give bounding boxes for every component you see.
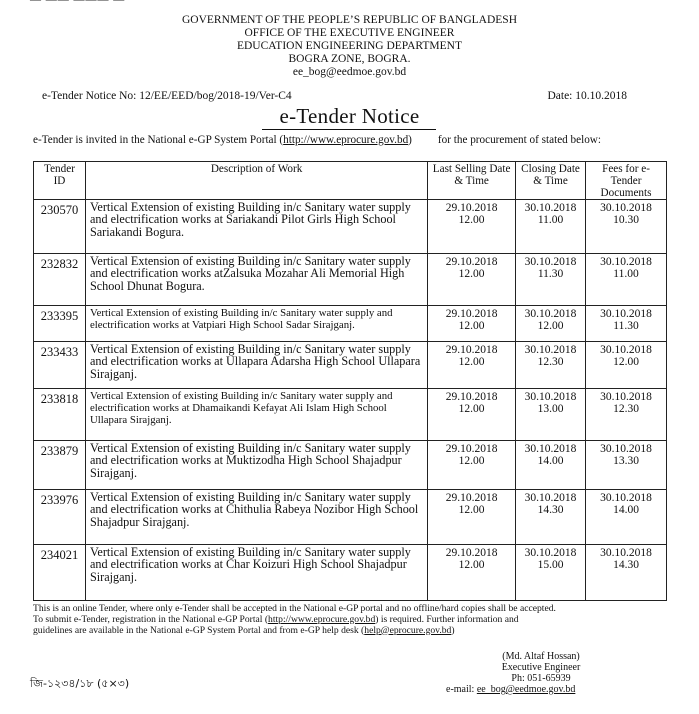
fees-documents-time: 12.00: [613, 356, 639, 368]
tender-id: 232832: [34, 254, 86, 306]
header-office: OFFICE OF THE EXECUTIVE ENGINEER: [244, 27, 455, 39]
signature-email[interactable]: ee_bog@eedmoe.gov.bd: [476, 684, 576, 695]
last-selling-date: 29.10.2018: [445, 256, 498, 268]
closing-time: 11.30: [537, 268, 564, 280]
last-selling-cell: [428, 545, 516, 601]
top-edge-scrap: — —— ——— —: [30, 0, 126, 6]
footer-link-helpdesk[interactable]: help@eprocure.gov.bd: [364, 624, 452, 636]
closing-date: 30.10.2018: [524, 443, 577, 455]
intro-prefix: e-Tender is invited in the National e-GP System Portal (: [33, 134, 284, 146]
footer-line-2: To submit e-Tender, registration in the National e-GP Portal (http://www.eprocure.gov.bd) is required. Further information and: [33, 613, 519, 625]
last-selling-time: 12.00: [458, 455, 485, 467]
work-description: Vertical Extension of existing Building in/c Sanitary water supply and electrification works at Muktizodha High School Shajadpur Sirajganj.: [85, 441, 427, 490]
header-email: ee_bog@eedmoe.gov.bd: [292, 66, 407, 78]
intro-suffix: ): [408, 134, 412, 146]
header-zone: BOGRA ZONE, BOGRA.: [288, 53, 411, 65]
work-description: Vertical Extension of existing Building in/c Sanitary water supply and electrification works at Vatpiari High School Sadar Sirajganj.: [85, 306, 427, 342]
fees-documents-time: 12.30: [613, 403, 639, 415]
closing-cell: [516, 490, 586, 545]
col-header-fees: Fees for e-Tender Documents: [586, 162, 667, 200]
closing-date: 30.10.2018: [524, 344, 577, 356]
tender-id: 230570: [34, 200, 86, 254]
header-department: EDUCATION ENGINEERING DEPARTMENT: [236, 40, 463, 52]
work-description: Vertical Extension of existing Building in/c Sanitary water supply and electrification works at Chithulia Rabeya Nozibor High School Shajadpur Sirajganj.: [85, 490, 427, 545]
closing-cell: [516, 254, 586, 306]
signature-phone: Ph: 051-65939: [511, 673, 571, 684]
fees-documents-date: 30.10.2018: [600, 202, 652, 214]
closing-time: 12.00: [537, 320, 564, 332]
work-description: Vertical Extension of existing Building in/c Sanitary water supply and electrification works at Ullapara Adarsha High School Ullapara Sirajganj.: [85, 342, 427, 389]
fees-documents-date: 30.10.2018: [600, 443, 652, 455]
table-row: [34, 389, 667, 441]
notice-number: e-Tender Notice No: 12/EE/EED/bog/2018-19/Ver-C4: [42, 90, 292, 102]
fees-documents-time: 11.00: [613, 268, 639, 280]
last-selling-cell: [428, 490, 516, 545]
table-row: [34, 441, 667, 490]
fees-documents-date: 30.10.2018: [600, 547, 652, 559]
intro-tail: for the procurement of stated below:: [437, 134, 601, 146]
fees-documents-time: 10.30: [613, 214, 639, 226]
table-row: [34, 254, 667, 306]
last-selling-date: 29.10.2018: [445, 391, 498, 403]
fees-documents-date: 30.10.2018: [600, 391, 652, 403]
col-header-closing: Closing Date & Time: [516, 162, 586, 200]
fees-documents-cell: [586, 545, 667, 601]
footer-notes: [33, 604, 673, 636]
closing-cell: [516, 200, 586, 254]
closing-time: 11.00: [537, 214, 564, 226]
fees-documents-cell: [586, 200, 667, 254]
closing-cell: [516, 306, 586, 342]
col-header-selling: Last Selling Date & Time: [428, 162, 516, 200]
tender-table: [33, 161, 667, 601]
last-selling-cell: [428, 200, 516, 254]
reference-code: জি-১২৩৪/১৮ (৫×৩): [30, 677, 130, 690]
signature-email-line: e-mail: ee_bog@eedmoe.gov.bd: [446, 684, 576, 695]
fees-documents-cell: [586, 342, 667, 389]
last-selling-time: 12.00: [458, 320, 485, 332]
page-title: e-Tender Notice: [279, 104, 420, 128]
fees-documents-cell: [586, 490, 667, 545]
last-selling-cell: [428, 306, 516, 342]
footer-line-3: guidelines are available in the National e-GP System Portal and from e-GP help desk (help@eprocure.gov.bd): [33, 624, 455, 636]
fees-documents-date: 30.10.2018: [600, 308, 652, 320]
closing-date: 30.10.2018: [524, 308, 577, 320]
title-underline: [262, 129, 436, 130]
last-selling-date: 29.10.2018: [445, 344, 498, 356]
signature-block: [446, 651, 636, 695]
closing-cell: [516, 545, 586, 601]
table-row: [34, 200, 667, 254]
table-row: [34, 342, 667, 389]
fees-documents-cell: [586, 306, 667, 342]
col-header-desc: Description of Work: [85, 162, 427, 200]
closing-time: 14.00: [537, 455, 564, 467]
col-header-id: Tender ID: [34, 162, 86, 200]
intro-text: [33, 134, 673, 147]
fees-documents-time: 14.30: [613, 559, 639, 571]
table-header-row: [34, 162, 667, 200]
tender-id: 233976: [34, 490, 86, 545]
closing-date: 30.10.2018: [524, 391, 577, 403]
work-description: Vertical Extension of existing Building in/c Sanitary water supply and electrification works at Dhamaikandi Kefayat Ali Islam High School Ullapara Sirajganj.: [85, 389, 427, 441]
last-selling-time: 12.00: [458, 504, 485, 516]
tender-id: 233395: [34, 306, 86, 342]
last-selling-cell: [428, 342, 516, 389]
closing-cell: [516, 342, 586, 389]
work-description: Vertical Extension of existing Building in/c Sanitary water supply and electrification works atZalsuka Mozahar Ali Memorial High School Dhunat Bogura.: [85, 254, 427, 306]
signature-title: Executive Engineer: [501, 662, 581, 673]
closing-date: 30.10.2018: [524, 492, 577, 504]
last-selling-date: 29.10.2018: [445, 308, 498, 320]
tender-id: 234021: [34, 545, 86, 601]
last-selling-date: 29.10.2018: [445, 443, 498, 455]
table-row: [34, 306, 667, 342]
last-selling-cell: [428, 254, 516, 306]
fees-documents-date: 30.10.2018: [600, 344, 652, 356]
tender-id: 233818: [34, 389, 86, 441]
fees-documents-cell: [586, 441, 667, 490]
last-selling-time: 12.00: [458, 214, 485, 226]
last-selling-time: 12.00: [458, 356, 485, 368]
last-selling-cell: [428, 389, 516, 441]
header-government: GOVERNMENT OF THE PEOPLE’S REPUBLIC OF BANGLADESH: [181, 14, 518, 26]
last-selling-time: 12.00: [458, 403, 485, 415]
fees-documents-time: 11.30: [613, 320, 639, 332]
last-selling-time: 12.00: [458, 268, 485, 280]
footer-line-1: This is an online Tender, where only e-Tender shall be accepted in the National e-GP portal and no offline/hard copies shall be accepted.: [33, 603, 556, 614]
fees-documents-cell: [586, 389, 667, 441]
intro-link[interactable]: http://www.eprocure.gov.bd: [283, 134, 409, 146]
fees-documents-date: 30.10.2018: [600, 256, 652, 268]
work-description: Vertical Extension of existing Building in/c Sanitary water supply and electrification works at Char Koizuri High School Shajadpur Sirajganj.: [85, 545, 427, 601]
last-selling-cell: [428, 441, 516, 490]
fees-documents-cell: [586, 254, 667, 306]
last-selling-date: 29.10.2018: [445, 547, 498, 559]
closing-time: 15.00: [537, 559, 564, 571]
table-row: [34, 545, 667, 601]
closing-date: 30.10.2018: [524, 256, 577, 268]
signature-name: (Md. Altaf Hossan): [502, 651, 580, 662]
closing-date: 30.10.2018: [524, 202, 577, 214]
fees-documents-time: 13.30: [613, 455, 639, 467]
closing-cell: [516, 441, 586, 490]
tender-id: 233879: [34, 441, 86, 490]
closing-time: 14.30: [537, 504, 564, 516]
last-selling-time: 12.00: [458, 559, 485, 571]
fees-documents-date: 30.10.2018: [600, 492, 652, 504]
closing-time: 13.00: [537, 403, 564, 415]
last-selling-date: 29.10.2018: [445, 202, 498, 214]
closing-date: 30.10.2018: [524, 547, 577, 559]
fees-documents-time: 14.00: [613, 504, 639, 516]
work-description: Vertical Extension of existing Building in/c Sanitary water supply and electrification works at Sariakandi Pilot Girls High School Sariakandi Bogura.: [85, 200, 427, 254]
tender-id: 233433: [34, 342, 86, 389]
footer-link-portal[interactable]: http://www.eprocure.gov.bd: [268, 613, 376, 625]
table-row: [34, 490, 667, 545]
notice-date: Date: 10.10.2018: [547, 90, 627, 102]
closing-time: 12.30: [537, 356, 564, 368]
closing-cell: [516, 389, 586, 441]
last-selling-date: 29.10.2018: [445, 492, 498, 504]
